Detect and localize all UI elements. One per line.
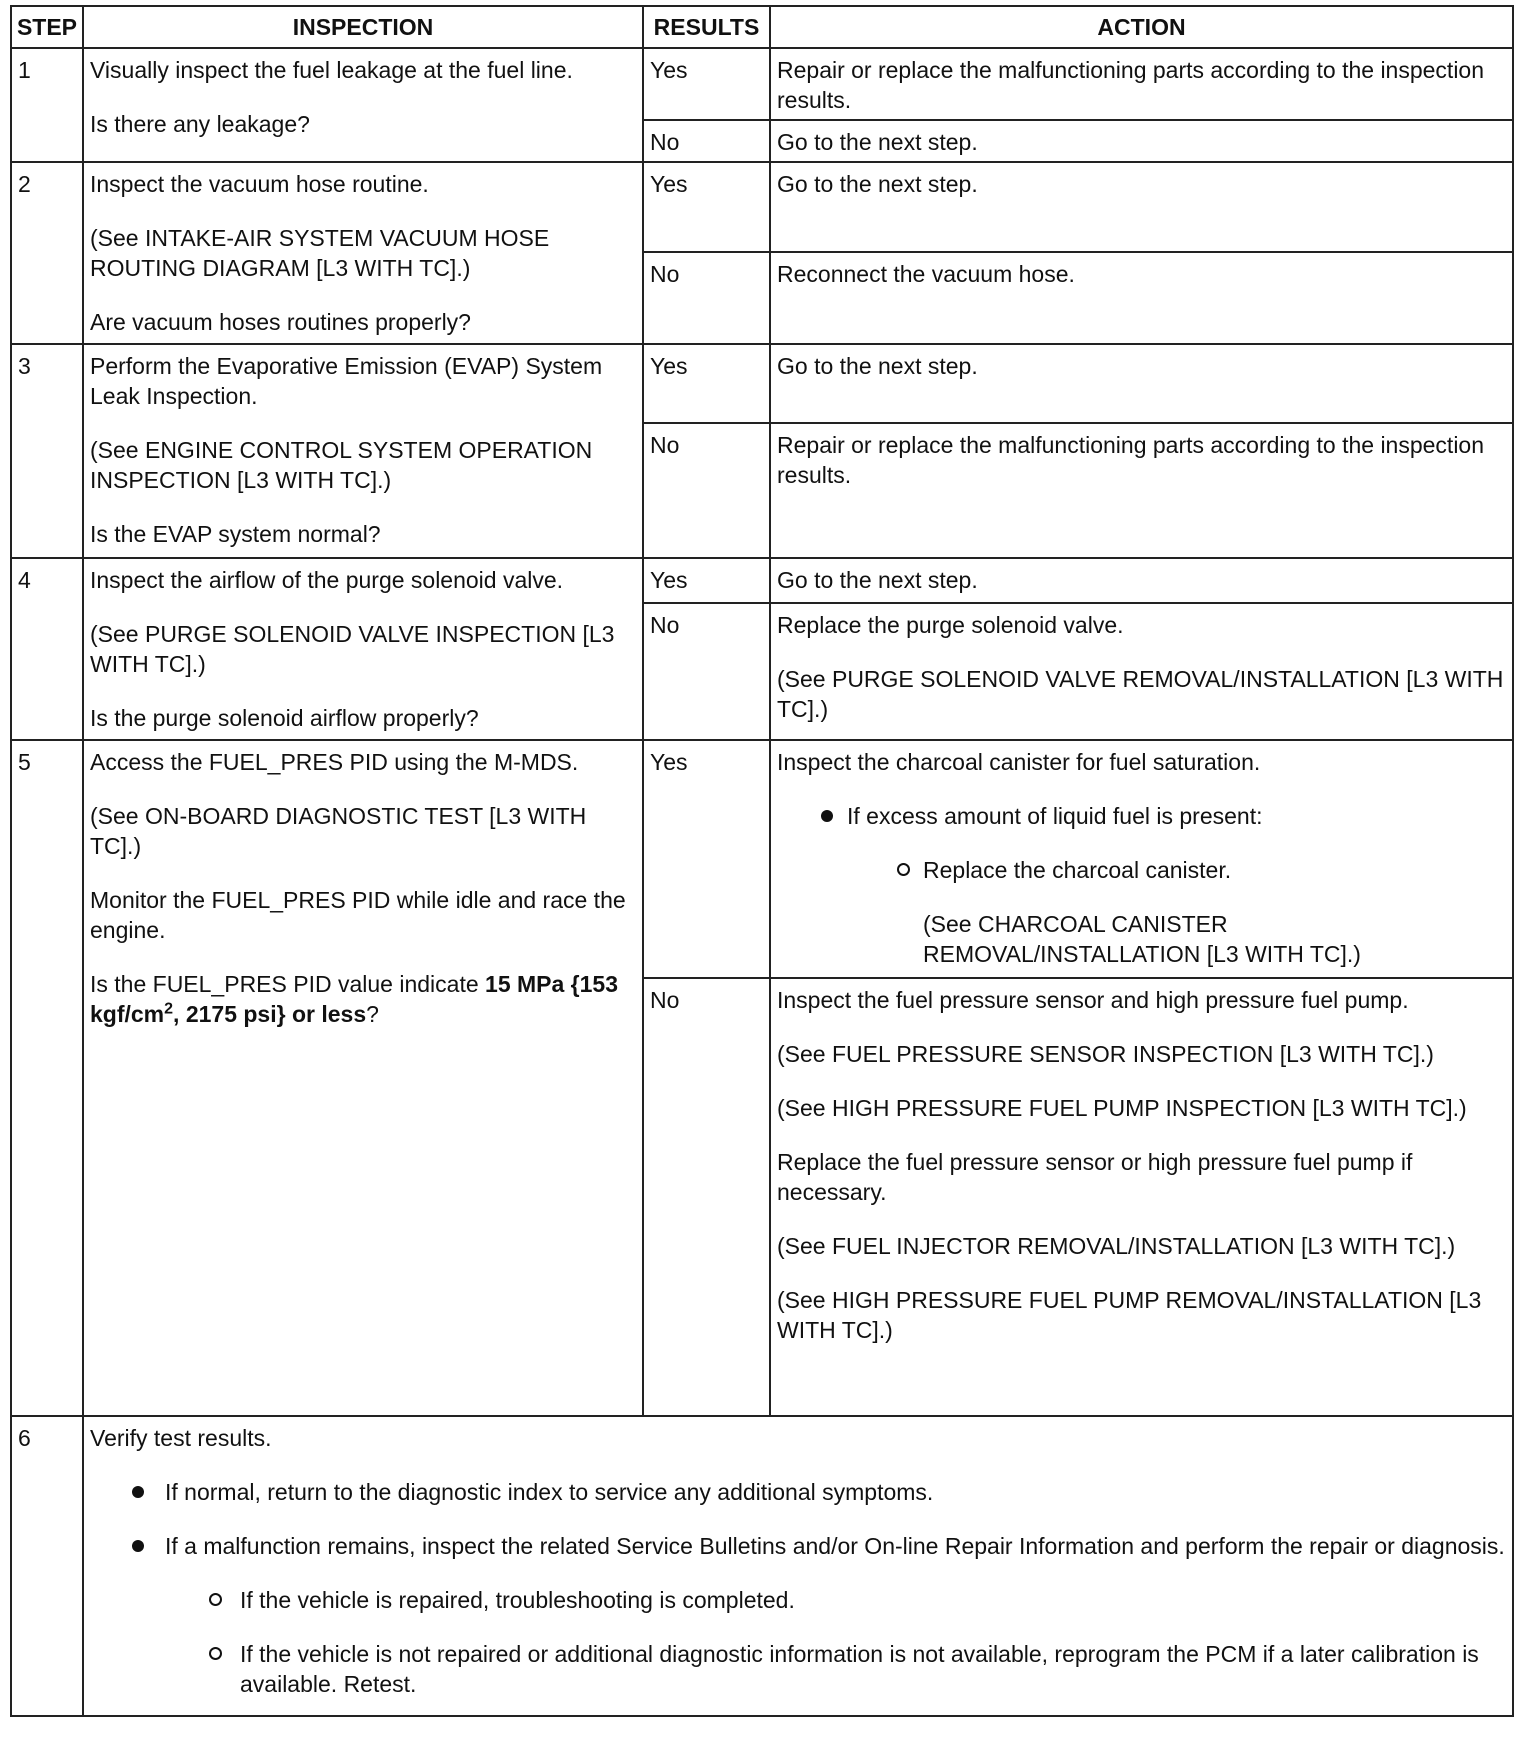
bullet-icon xyxy=(132,1540,144,1552)
diagnostic-table xyxy=(10,5,1514,1717)
inspection-question: Are vacuum hoses routines properly? xyxy=(90,309,471,335)
inspection-question: Is the purge solenoid airflow properly? xyxy=(90,705,479,731)
step-6-row xyxy=(11,1416,1513,1716)
result-no: No xyxy=(643,423,770,558)
sub-bullet-item xyxy=(90,1585,1506,1615)
pressure-spec-part2: , 2175 psi} or less xyxy=(173,1001,367,1027)
verify-text: Verify test results. xyxy=(90,1425,272,1451)
question-text: Is the FUEL_PRES PID value indicate xyxy=(90,971,486,997)
result-yes: Yes xyxy=(643,162,770,252)
step-1-yes-row xyxy=(11,48,1513,120)
bullet-icon xyxy=(821,810,833,822)
bullet-item xyxy=(90,1531,1506,1561)
action-reference: (See CHARCOAL CANISTER REMOVAL/INSTALLATION [L3 WITH TC].) xyxy=(923,911,1361,967)
header-results: RESULTS xyxy=(643,6,770,48)
action-text: Inspect the charcoal canister for fuel saturation. xyxy=(777,749,1261,775)
bullet-text: If excess amount of liquid fuel is present: xyxy=(847,803,1263,829)
step-number: 2 xyxy=(11,162,83,344)
action-cell xyxy=(770,978,1513,1416)
result-yes: Yes xyxy=(643,48,770,120)
bullet-item xyxy=(90,1477,1506,1507)
action-cell: Go to the next step. xyxy=(770,344,1513,423)
sub-bullet-text: Replace the charcoal canister. xyxy=(923,857,1232,883)
action-cell: Reconnect the vacuum hose. xyxy=(770,252,1513,344)
step-5-yes-row xyxy=(11,740,1513,978)
inspection-reference: (See PURGE SOLENOID VALVE INSPECTION [L3 WITH TC].) xyxy=(90,621,615,677)
result-no: No xyxy=(643,978,770,1416)
header-row xyxy=(11,6,1513,48)
step-number: 1 xyxy=(11,48,83,162)
troubleshooting-document xyxy=(10,5,1512,1717)
inspection-cell xyxy=(83,162,643,344)
header-action: ACTION xyxy=(770,6,1513,48)
sub-bullet-icon xyxy=(209,1593,222,1606)
action-cell: Go to the next step. xyxy=(770,558,1513,603)
action-reference: (See HIGH PRESSURE FUEL PUMP INSPECTION [L3 WITH TC].) xyxy=(777,1095,1467,1121)
result-no: No xyxy=(643,603,770,740)
step-number: 4 xyxy=(11,558,83,740)
inspection-question xyxy=(90,969,636,1029)
sub-bullet-icon xyxy=(897,863,910,876)
bullet-text: If normal, return to the diagnostic index to service any additional symptoms. xyxy=(165,1479,934,1505)
action-cell: Repair or replace the malfunctioning parts according to the inspection results. xyxy=(770,48,1513,120)
inspection-text: Inspect the airflow of the purge solenoid valve. xyxy=(90,567,564,593)
inspection-text: Access the FUEL_PRES PID using the M-MDS. xyxy=(90,749,579,775)
action-reference: (See HIGH PRESSURE FUEL PUMP REMOVAL/INSTALLATION [L3 WITH TC].) xyxy=(777,1287,1482,1343)
inspection-cell xyxy=(83,740,643,1416)
unit-superscript: 2 xyxy=(164,1000,174,1018)
inspection-text: Monitor the FUEL_PRES PID while idle and race the engine. xyxy=(90,887,626,943)
inspection-text: Visually inspect the fuel leakage at the fuel line. xyxy=(90,57,573,83)
step-3-yes-row xyxy=(11,344,1513,423)
result-yes: Yes xyxy=(643,740,770,978)
action-reference: (See PURGE SOLENOID VALVE REMOVAL/INSTALLATION [L3 WITH TC].) xyxy=(777,666,1504,722)
result-no: No xyxy=(643,252,770,344)
action-cell xyxy=(770,603,1513,740)
step-number: 3 xyxy=(11,344,83,558)
inspection-question: Is there any leakage? xyxy=(90,111,310,137)
action-reference: (See FUEL PRESSURE SENSOR INSPECTION [L3 WITH TC].) xyxy=(777,1041,1434,1067)
result-yes: Yes xyxy=(643,558,770,603)
sub-bullet-item xyxy=(90,1639,1506,1699)
action-text: Inspect the fuel pressure sensor and high pressure fuel pump. xyxy=(777,987,1409,1013)
inspection-question: Is the EVAP system normal? xyxy=(90,521,381,547)
inspection-cell xyxy=(83,48,643,162)
inspection-text: Perform the Evaporative Emission (EVAP) System Leak Inspection. xyxy=(90,353,603,409)
action-cell xyxy=(770,740,1513,978)
inspection-reference: (See ENGINE CONTROL SYSTEM OPERATION INSPECTION [L3 WITH TC].) xyxy=(90,437,593,493)
action-reference: (See FUEL INJECTOR REMOVAL/INSTALLATION [L3 WITH TC].) xyxy=(777,1233,1456,1259)
question-end: ? xyxy=(366,1001,379,1027)
inspection-cell xyxy=(83,344,643,558)
result-no: No xyxy=(643,120,770,162)
bullet-item xyxy=(777,801,1506,831)
inspection-reference: (See ON-BOARD DIAGNOSTIC TEST [L3 WITH TC].) xyxy=(90,803,587,859)
bullet-icon xyxy=(132,1486,144,1498)
action-text: Replace the purge solenoid valve. xyxy=(777,612,1124,638)
header-inspection: INSPECTION xyxy=(83,6,643,48)
inspection-cell xyxy=(83,558,643,740)
action-cell: Go to the next step. xyxy=(770,162,1513,252)
action-cell: Go to the next step. xyxy=(770,120,1513,162)
verify-cell xyxy=(83,1416,1513,1716)
bullet-text: If a malfunction remains, inspect the related Service Bulletins and/or On-line Repair Information and perform the repair or diagnosis. xyxy=(165,1533,1505,1559)
sub-bullet-text: If the vehicle is not repaired or additional diagnostic information is not available, reprogram the PCM if a later calibration is available. Retest. xyxy=(240,1641,1479,1697)
sub-bullet-icon xyxy=(209,1647,222,1660)
pressure-spec-part1: 15 MPa {153 kgf/cm xyxy=(90,971,619,1027)
sub-bullet-item xyxy=(777,855,1506,885)
step-2-yes-row xyxy=(11,162,1513,252)
action-cell: Repair or replace the malfunctioning parts according to the inspection results. xyxy=(770,423,1513,558)
header-step: STEP xyxy=(11,6,83,48)
action-text: Replace the fuel pressure sensor or high pressure fuel pump if necessary. xyxy=(777,1149,1413,1205)
inspection-text: Inspect the vacuum hose routine. xyxy=(90,171,429,197)
result-yes: Yes xyxy=(643,344,770,423)
sub-bullet-text: If the vehicle is repaired, troubleshooting is completed. xyxy=(240,1587,795,1613)
step-number: 6 xyxy=(11,1416,83,1716)
step-number: 5 xyxy=(11,740,83,1416)
inspection-reference: (See INTAKE-AIR SYSTEM VACUUM HOSE ROUTING DIAGRAM [L3 WITH TC].) xyxy=(90,225,550,281)
step-4-yes-row xyxy=(11,558,1513,603)
